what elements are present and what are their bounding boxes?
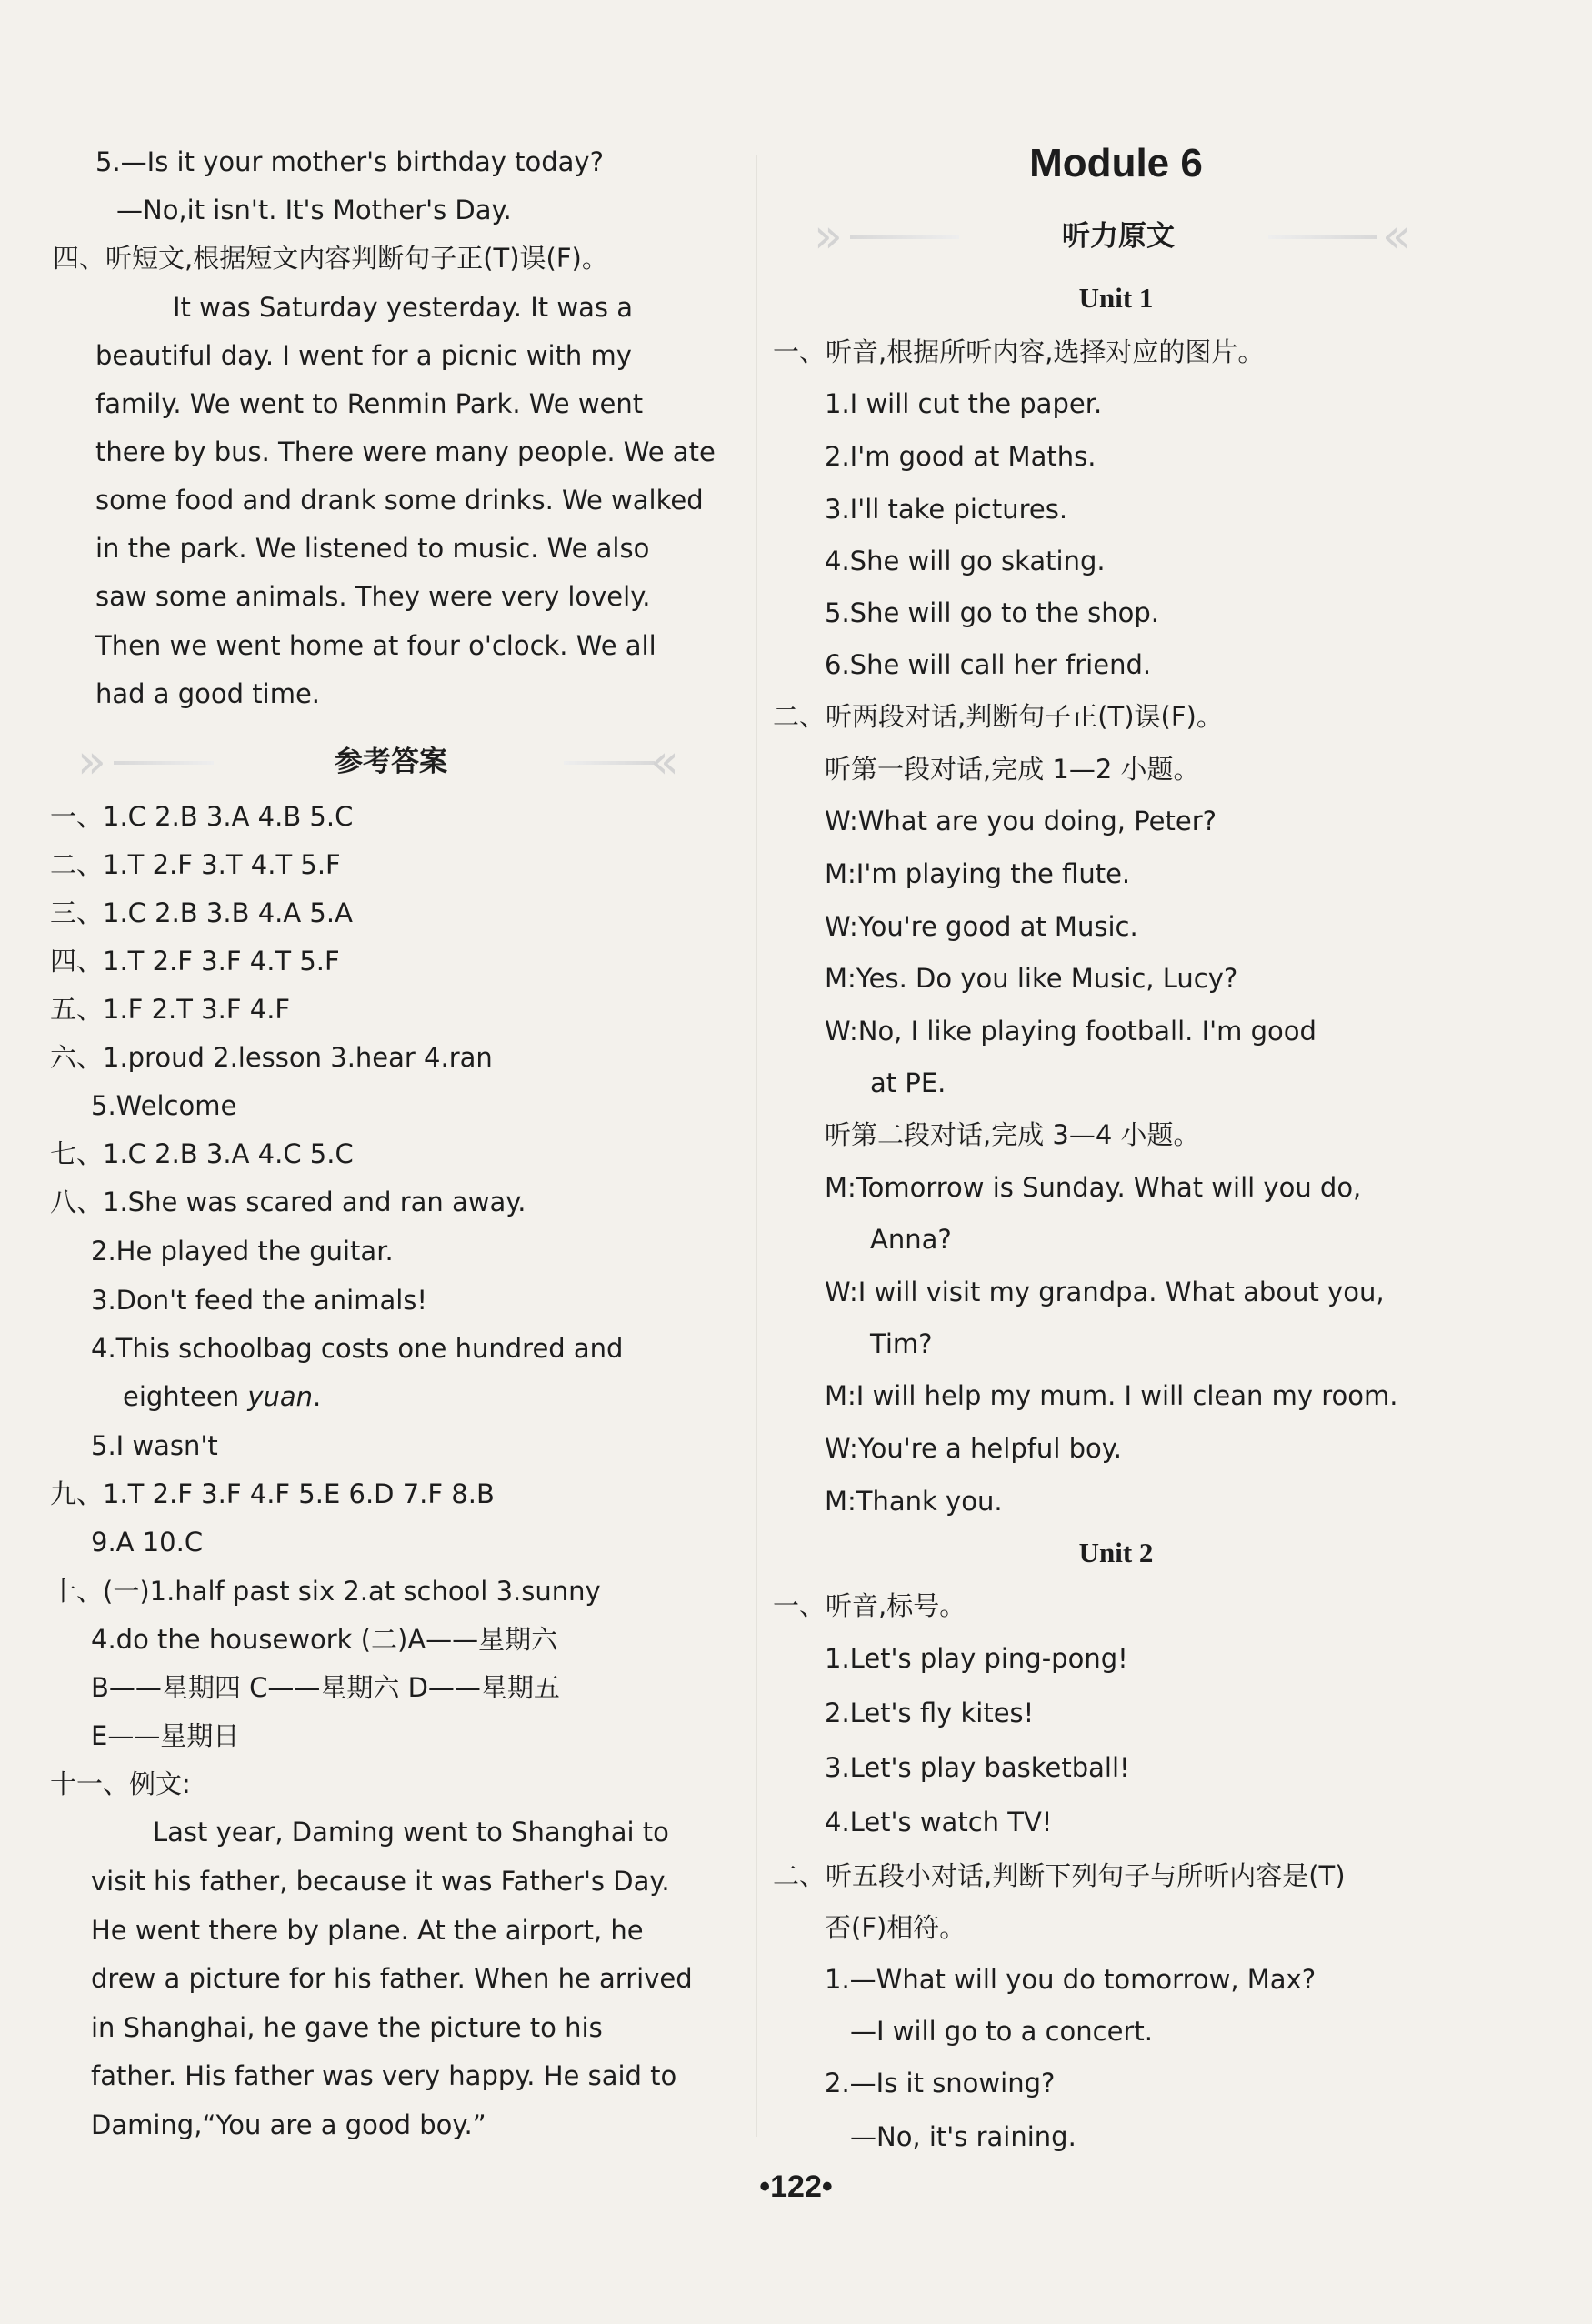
listening-line: 6.She will call her friend. <box>825 649 1152 680</box>
essay-line: father. His father was very happy. He said to <box>91 2060 677 2091</box>
section-title: 听力原文 <box>1062 220 1175 253</box>
essay-line: Last year, Daming went to Shanghai to <box>153 1817 669 1848</box>
dialogue-line: W:What are you doing, Peter? <box>825 806 1217 836</box>
module-title: Module 6 <box>1029 141 1203 185</box>
answers-title: 参考答案 <box>335 746 447 778</box>
dialogue-line: Anna? <box>870 1224 952 1255</box>
answer-line <box>123 1378 321 1415</box>
column-divider <box>756 155 757 2137</box>
answer-line: 六、1.proud 2.lesson 3.hear 4.ran <box>50 1042 493 1073</box>
answer-text: . <box>313 1381 322 1412</box>
passage-line: family. We went to Renmin Park. We went <box>95 388 644 419</box>
dialogue-line: —I will go to a concert. <box>850 2016 1153 2047</box>
instruction-line: 听第一段对话,完成 1—2 小题。 <box>825 754 1200 785</box>
section-heading: 二、听五段小对话,判断下列句子与所听内容是(T) <box>773 1860 1346 1891</box>
banner-chevron-icon: « <box>1382 209 1411 264</box>
dialogue-line: M:Tomorrow is Sunday. What will you do, <box>825 1172 1362 1203</box>
passage-line: there by bus. There were many people. We ate <box>95 436 716 467</box>
passage-line: saw some animals. They were very lovely. <box>95 581 651 612</box>
dialogue-line: Tim? <box>870 1328 933 1359</box>
passage-line: some food and drank some drinks. We walked <box>95 485 704 516</box>
answer-line: 4.do the housework (二)A——星期六 <box>91 1624 558 1655</box>
dialogue-line: W:You're a helpful boy. <box>825 1433 1122 1464</box>
answer-text: eighteen <box>123 1381 248 1412</box>
listening-banner <box>814 209 1423 264</box>
dialogue-line: at PE. <box>870 1067 946 1098</box>
answer-line: 二、1.T 2.F 3.T 4.T 5.F <box>50 849 341 880</box>
answer-line: 5.I wasn't <box>91 1430 218 1461</box>
essay-line: drew a picture for his father. When he arrived <box>91 1963 693 1994</box>
dialogue-line: M:Thank you. <box>825 1486 1003 1517</box>
dialogue-line: M:I will help my mum. I will clean my room. <box>825 1380 1398 1411</box>
listening-line: 1.Let's play ping-pong! <box>825 1643 1128 1674</box>
answer-line: 2.He played the guitar. <box>91 1236 394 1267</box>
passage-line: Then we went home at four o'clock. We all <box>95 630 656 661</box>
answer-line: 十一、例文: <box>50 1768 191 1799</box>
banner-chevron-icon: » <box>77 735 106 789</box>
answer-line: 4.This schoolbag costs one hundred and <box>91 1333 624 1364</box>
answer-line: 九、1.T 2.F 3.F 4.F 5.E 6.D 7.F 8.B <box>50 1478 495 1509</box>
listening-line: 3.I'll take pictures. <box>825 494 1068 525</box>
answer-line: 9.A 10.C <box>91 1527 204 1558</box>
listening-line: 4.She will go skating. <box>825 546 1106 576</box>
dialogue-line: 2.—Is it snowing? <box>825 2068 1056 2099</box>
dialogue-line: W:I will visit my grandpa. What about you, <box>825 1277 1385 1307</box>
essay-line: in Shanghai, he gave the picture to his <box>91 2012 603 2043</box>
unit2-title: Unit 2 <box>1078 1537 1154 1568</box>
dialogue-line: W:You're good at Music. <box>825 911 1138 942</box>
section-heading: 四、听短文,根据短文内容判断句子正(T)误(F)。 <box>53 243 608 274</box>
instruction-line: 听第二段对话,完成 3—4 小题。 <box>825 1119 1200 1150</box>
answer-line: B——星期四 C——星期六 D——星期五 <box>91 1672 560 1703</box>
answer-line: 十、(一)1.half past six 2.at school 3.sunny <box>50 1576 601 1607</box>
listening-line: 4.Let's watch TV! <box>825 1807 1053 1838</box>
passage-line: in the park. We listened to music. We also <box>95 533 650 564</box>
passage-line: beautiful day. I went for a picnic with my <box>95 340 632 371</box>
section-heading: 二、听两段对话,判断句子正(T)误(F)。 <box>773 701 1223 732</box>
dialogue-line: —No, it's raining. <box>850 2121 1076 2152</box>
listening-line: 2.Let's fly kites! <box>825 1698 1035 1728</box>
page-number: •122• <box>759 2169 833 2204</box>
unit1-title: Unit 1 <box>1078 282 1154 314</box>
answer-line: 一、1.C 2.B 3.A 4.B 5.C <box>50 801 354 832</box>
section-heading-cont: 否(F)相符。 <box>825 1912 966 1943</box>
dialogue-line: W:No, I like playing football. I'm good <box>825 1016 1317 1047</box>
answer-line: 5.Welcome <box>91 1090 237 1121</box>
answers-banner <box>77 735 691 789</box>
section-heading: 一、听音,标号。 <box>773 1590 966 1621</box>
dialogue-line: 1.—What will you do tomorrow, Max? <box>825 1964 1317 1995</box>
answer-line: E——星期日 <box>91 1720 240 1751</box>
answer-line: 七、1.C 2.B 3.A 4.C 5.C <box>50 1138 354 1169</box>
essay-line: visit his father, because it was Father's Day. <box>91 1866 670 1897</box>
listening-line: 5.She will go to the shop. <box>825 597 1159 628</box>
listening-line: 3.Let's play basketball! <box>825 1752 1130 1783</box>
answer-line: 三、1.C 2.B 3.B 4.A 5.A <box>50 897 353 928</box>
dialogue-line: —No,it isn't. It's Mother's Day. <box>116 195 512 225</box>
answer-line: 八、1.She was scared and ran away. <box>50 1187 526 1217</box>
answer-italic-word: yuan <box>247 1381 314 1412</box>
dialogue-line: M:I'm playing the flute. <box>825 858 1131 889</box>
banner-chevron-icon: « <box>650 735 679 789</box>
listening-line: 1.I will cut the paper. <box>825 388 1103 419</box>
essay-line: Daming,“You are a good boy.” <box>91 2109 486 2140</box>
answer-line: 四、1.T 2.F 3.F 4.T 5.F <box>50 946 340 977</box>
dialogue-line: M:Yes. Do you like Music, Lucy? <box>825 963 1238 994</box>
essay-line: He went there by plane. At the airport, he <box>91 1915 644 1946</box>
answer-line: 3.Don't feed the animals! <box>91 1285 428 1316</box>
passage-line: It was Saturday yesterday. It was a <box>173 292 633 323</box>
passage-line: had a good time. <box>95 678 321 709</box>
banner-chevron-icon: » <box>814 209 843 264</box>
section-heading: 一、听音,根据所听内容,选择对应的图片。 <box>773 336 1265 367</box>
listening-line: 2.I'm good at Maths. <box>825 441 1096 472</box>
answer-line: 五、1.F 2.T 3.F 4.F <box>50 994 291 1025</box>
dialogue-line: 5.—Is it your mother's birthday today? <box>95 146 604 177</box>
